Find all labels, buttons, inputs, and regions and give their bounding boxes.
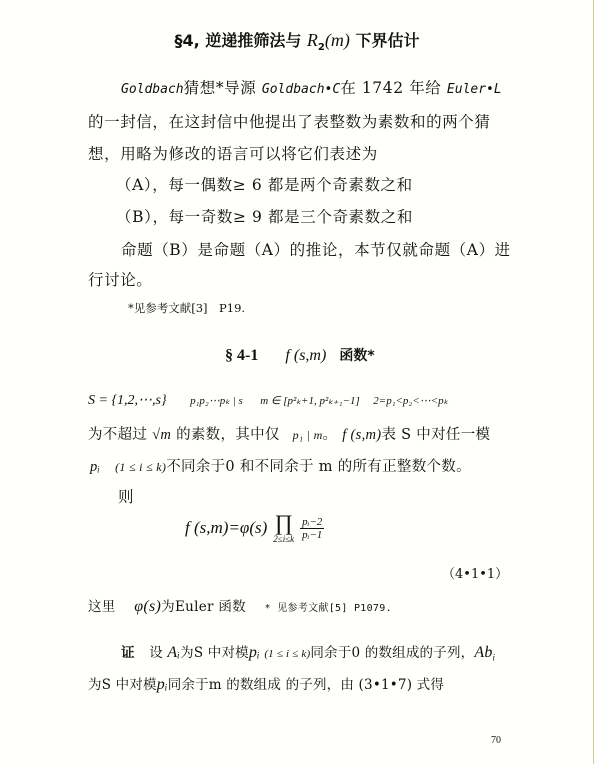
- section-function: f (s,m): [285, 347, 327, 364]
- then-label: 则: [118, 488, 135, 506]
- definition-line: [88, 392, 448, 409]
- intro-line-1: Goldbach猜想*导源 Goldbach•C在 1742 年给 Euler•L: [121, 79, 502, 97]
- title-arg: (m): [324, 30, 350, 50]
- formula-fraction: [300, 516, 324, 541]
- definition-line-2: 为不超过 √m 的素数，其中仅 p₁ | m。 f (s,m)表 S 中对任一模: [88, 427, 491, 443]
- page-number: 70: [491, 735, 501, 746]
- proof-label: 证: [121, 645, 135, 661]
- phi-symbol: φ(s): [134, 598, 162, 615]
- intro-line-2: 的一封信，在这封信中他提出了表整数为素数和的两个猜: [88, 113, 491, 131]
- prime-product: p₁p₂⋯pₖ | s: [190, 395, 243, 407]
- formula-lhs: f (s,m)=φ(s): [185, 518, 268, 537]
- fraction-denominator: pᵢ−1: [302, 528, 323, 541]
- note-line: 这里 φ(s)为Euler 函数 * 见参考文献[5] P1079.: [88, 598, 392, 615]
- fraction-numerator: pᵢ−2: [302, 515, 323, 528]
- prime-order: 2=p₁<p₂<⋯<pₖ: [373, 395, 449, 407]
- intro-line-6: 命题（B）是命题（A）的推论，本节仅就命题（A）进: [121, 241, 511, 259]
- page-title: [0, 28, 594, 53]
- section-number: § 4-1: [225, 347, 259, 364]
- footnote-2: * 见参考文献[5] P1079.: [264, 603, 392, 614]
- title-r: R: [306, 30, 318, 50]
- section-label: 函数*: [339, 348, 375, 364]
- conjecture-a: （A），每一偶数≥ 6 都是两个奇素数之和: [116, 176, 413, 194]
- title-prefix: §4, 逆递推筛法与: [174, 31, 307, 50]
- m-range: m ∈ [p²ₖ+1, p²ₖ₊₁−1]: [260, 395, 360, 407]
- proof-line-2: 为S 中对模pᵢ同余于m 的数组成 的子列，由 (3•1•7) 式得: [88, 676, 445, 693]
- intro-line-7: 行讨论。: [88, 271, 153, 289]
- main-formula: [185, 512, 324, 544]
- set-definition: S = {1,2,⋯,s}: [88, 393, 167, 408]
- proof-line-1: 证 设 Aᵢ为S 中对模pᵢ (1 ≤ i ≤ k)同余于0 的数组成的子列，$Ab_i$: [121, 644, 496, 663]
- section-heading: [225, 345, 375, 365]
- conjecture-b: （B），每一奇数≥ 9 都是三个奇素数之和: [116, 208, 413, 226]
- intro-line-3: 想，用略为修改的语言可以将它们表述为: [88, 145, 378, 163]
- equation-number: （4•1•1）: [442, 567, 509, 582]
- title-r-sub: 2: [317, 42, 325, 54]
- title-suffix: 下界估计: [349, 31, 420, 50]
- product-operator: ∏ 2≤i≤k: [273, 510, 295, 544]
- definition-line-3: pᵢ (1 ≤ i ≤ k)不同余于0 和不同余于 m 的所有正整数个数。: [90, 459, 471, 475]
- footnote-1: *见参考文献[3] P19.: [128, 301, 246, 315]
